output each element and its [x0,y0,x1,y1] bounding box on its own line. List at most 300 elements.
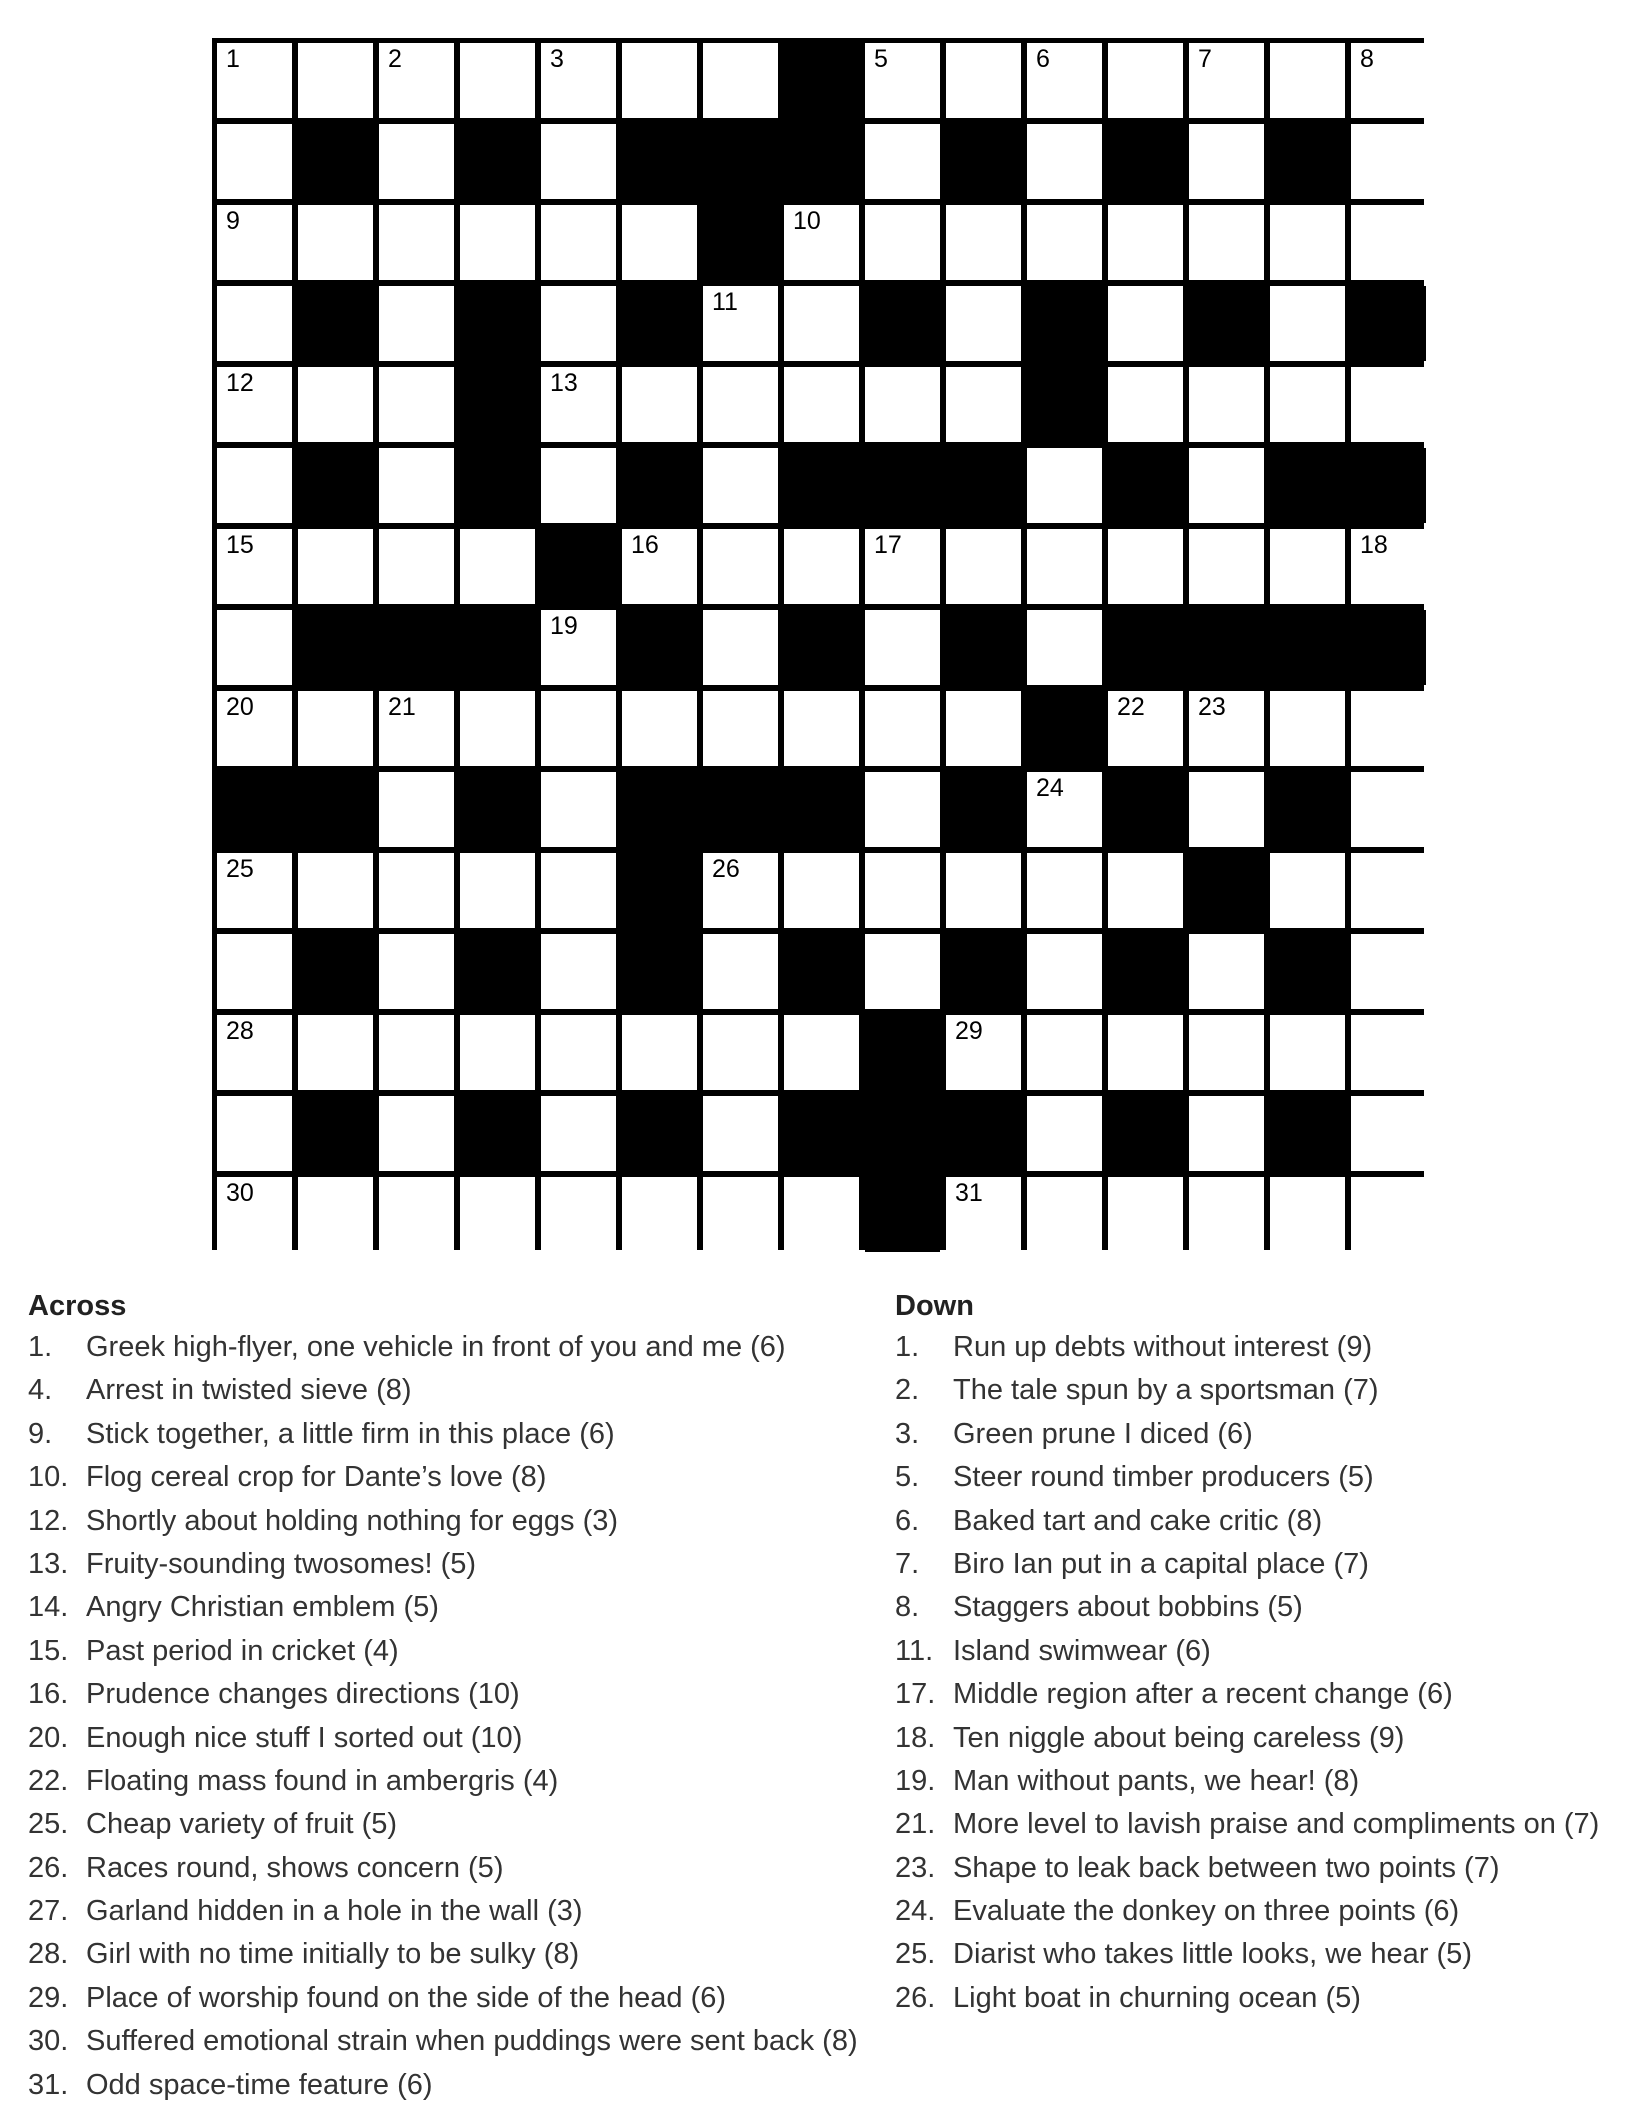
across-clue [28,1500,888,1543]
down-clue [895,1369,1635,1412]
grid-cell[interactable] [1108,1015,1183,1090]
grid-cell-black [784,934,859,1009]
grid-cell[interactable] [946,691,1021,766]
grid-cell[interactable] [946,1177,1021,1252]
grid-cell[interactable] [541,1096,616,1171]
grid-cell[interactable] [946,43,1021,118]
clue-text: Shape to leak back between two points (7) [953,1851,1500,1884]
grid-cell[interactable] [1270,691,1345,766]
clue-number: 14. [28,1591,69,1624]
grid-cell[interactable] [1027,853,1102,928]
clue-number-label: 21 [388,693,416,721]
grid-cell[interactable] [703,853,778,928]
clue-text: Run up debts without interest (9) [953,1331,1373,1363]
across-clue [28,2020,888,2063]
grid-cell[interactable] [1027,1177,1102,1252]
across-clue [28,2064,888,2107]
grid-cell[interactable] [217,529,292,604]
grid-cell[interactable] [460,205,535,280]
across-clue [28,1673,888,1716]
grid-cell-black [1108,124,1183,199]
grid-cell[interactable] [217,124,292,199]
down-clue [895,1803,1635,1846]
grid-cell[interactable] [541,124,616,199]
clue-text: Cheap variety of fruit (5) [86,1808,398,1841]
grid-cell[interactable] [1351,1015,1426,1090]
grid-cell[interactable] [1027,43,1102,118]
grid-cell[interactable] [865,205,940,280]
grid-cell[interactable] [622,43,697,118]
grid-cell[interactable] [703,43,778,118]
grid-cell[interactable] [946,853,1021,928]
grid-cell[interactable] [865,124,940,199]
clue-number-label: 13 [550,369,578,397]
across-clue [28,1803,888,1846]
grid-cell[interactable] [1027,124,1102,199]
grid-cell[interactable] [541,448,616,523]
down-clue [895,1543,1635,1586]
clue-number: 16. [28,1678,69,1711]
grid-cell[interactable] [217,448,292,523]
grid-cell[interactable] [217,286,292,361]
grid-cell-black [622,448,697,523]
grid-cell[interactable] [946,205,1021,280]
grid-cell[interactable] [865,43,940,118]
clue-number-label: 19 [550,612,578,640]
down-clue [895,1847,1635,1890]
grid-cell[interactable] [1351,772,1426,847]
grid-cell-black [622,610,697,685]
clue-number-label: 7 [1198,45,1212,73]
grid-cell[interactable] [379,367,454,442]
grid-cell-black [379,610,454,685]
grid-cell-black [622,124,697,199]
clue-text: Flog cereal crop for Dante’s love (8) [86,1461,547,1494]
grid-cell-black [865,286,940,361]
grid-cell[interactable] [379,934,454,1009]
clue-text: Island swimwear (6) [953,1634,1211,1667]
grid-cell[interactable] [1027,934,1102,1009]
grid-cell[interactable] [298,853,373,928]
grid-cell[interactable] [379,1096,454,1171]
grid-cell[interactable] [298,1015,373,1090]
down-clue [895,1890,1635,1933]
grid-cell[interactable] [622,205,697,280]
down-clue [895,1717,1635,1760]
grid-cell[interactable] [865,529,940,604]
grid-cell[interactable] [703,1015,778,1090]
clue-number: 23. [895,1851,936,1884]
grid-cell-black [946,934,1021,1009]
grid-cell[interactable] [1027,205,1102,280]
across-clue-list [28,1326,888,2107]
clue-text: Angry Christian emblem (5) [86,1591,439,1624]
grid-cell[interactable] [379,529,454,604]
grid-cell[interactable] [217,853,292,928]
grid-cell[interactable] [1270,529,1345,604]
clue-number-label: 8 [1360,45,1374,73]
grid-cell-black [298,124,373,199]
grid-cell[interactable] [460,1015,535,1090]
grid-cell[interactable] [298,691,373,766]
grid-cell[interactable] [379,853,454,928]
clue-number: 3. [895,1417,920,1450]
grid-cell[interactable] [622,1015,697,1090]
grid-cell-black [784,610,859,685]
grid-cell[interactable] [703,529,778,604]
grid-cell-black [622,853,697,928]
grid-cell-black [946,124,1021,199]
grid-cell[interactable] [946,1015,1021,1090]
grid-cell[interactable] [1189,1177,1264,1252]
grid-cell[interactable] [1189,205,1264,280]
grid-cell[interactable] [217,205,292,280]
grid-cell[interactable] [1351,205,1426,280]
grid-cell[interactable] [1108,367,1183,442]
grid-cell[interactable] [1351,1177,1426,1252]
grid-cell[interactable] [541,43,616,118]
grid-cell[interactable] [541,367,616,442]
clue-number: 24. [895,1895,936,1928]
grid-cell-black [1189,853,1264,928]
grid-cell[interactable] [379,124,454,199]
grid-cell[interactable] [1189,367,1264,442]
across-clue [28,1456,888,1499]
grid-cell[interactable] [1108,1177,1183,1252]
grid-cell-black [703,124,778,199]
clue-number: 4. [28,1374,53,1407]
grid-cell[interactable] [1189,43,1264,118]
grid-cell[interactable] [541,286,616,361]
clue-number: 18. [895,1721,936,1754]
grid-cell[interactable] [460,1177,535,1252]
grid-cell-black [1189,610,1264,685]
clue-text: The tale spun by a sportsman (7) [953,1374,1379,1407]
grid-cell[interactable] [1189,1015,1264,1090]
grid-cell[interactable] [379,1177,454,1252]
clue-number-label: 1 [226,45,240,73]
grid-cell-black [1108,448,1183,523]
grid-cell-black [622,1096,697,1171]
grid-cell[interactable] [703,367,778,442]
grid-cell-black [865,1015,940,1090]
down-clue [895,1500,1635,1543]
grid-cell-black [217,772,292,847]
grid-cell[interactable] [1108,286,1183,361]
grid-cell[interactable] [784,286,859,361]
across-clue [28,1369,888,1412]
grid-cell[interactable] [1108,853,1183,928]
grid-cell[interactable] [379,448,454,523]
grid-cell-black [946,1096,1021,1171]
grid-cell[interactable] [622,1177,697,1252]
clue-number: 13. [28,1547,69,1580]
down-clue [895,1630,1635,1673]
grid-cell[interactable] [703,286,778,361]
grid-cell[interactable] [1351,934,1426,1009]
grid-cell[interactable] [541,205,616,280]
grid-cell[interactable] [217,43,292,118]
clue-text: Races round, shows concern (5) [86,1851,504,1884]
clue-number: 25. [28,1808,69,1841]
grid-cell[interactable] [865,610,940,685]
grid-cell[interactable] [1027,772,1102,847]
grid-cell[interactable] [298,205,373,280]
grid-cell-black [865,1177,940,1252]
grid-cell[interactable] [217,1096,292,1171]
grid-cell-black [865,448,940,523]
grid-cell-black [298,610,373,685]
grid-cell-black [1270,448,1345,523]
clue-number: 25. [895,1938,936,1971]
clue-number: 9. [28,1417,53,1450]
grid-cell-black [298,772,373,847]
grid-cell[interactable] [1351,529,1426,604]
grid-cell[interactable] [1270,205,1345,280]
grid-cell-black [946,610,1021,685]
grid-cell[interactable] [379,205,454,280]
grid-cell[interactable] [379,772,454,847]
clue-number: 21. [895,1808,936,1841]
clue-text: More level to lavish praise and compliments on (7) [953,1808,1600,1841]
clue-text: Baked tart and cake critic (8) [953,1504,1323,1537]
grid-cell[interactable] [1108,43,1183,118]
grid-cell[interactable] [298,1177,373,1252]
grid-cell[interactable] [784,367,859,442]
grid-cell[interactable] [1027,610,1102,685]
grid-cell[interactable] [1189,529,1264,604]
grid-cell-black [784,772,859,847]
grid-cell[interactable] [703,448,778,523]
clue-number: 6. [895,1504,920,1537]
grid-cell[interactable] [946,367,1021,442]
grid-cell-black [460,934,535,1009]
grid-cell[interactable] [1270,43,1345,118]
across-clue [28,1977,888,2020]
clue-number-label: 11 [712,288,738,316]
grid-cell[interactable] [1270,853,1345,928]
across-clue [28,1326,888,1369]
clue-number: 12. [28,1504,69,1537]
grid-cell[interactable] [379,691,454,766]
clue-text: Man without pants, we hear! (8) [953,1764,1360,1797]
grid-cell[interactable] [217,1015,292,1090]
grid-cell-black [541,529,616,604]
clue-number: 1. [28,1331,53,1363]
across-clue [28,1847,888,1890]
down-clue [895,1977,1635,2020]
clue-number: 10. [28,1461,69,1494]
grid-cell-black [622,934,697,1009]
clue-number-label: 24 [1036,774,1064,802]
grid-cell[interactable] [1189,448,1264,523]
clue-text: Evaluate the donkey on three points (6) [953,1895,1460,1928]
grid-cell-black [1351,448,1426,523]
grid-cell[interactable] [1189,1096,1264,1171]
clue-number: 8. [895,1591,920,1624]
grid-cell[interactable] [541,1015,616,1090]
grid-cell[interactable] [379,43,454,118]
clue-text: Odd space-time feature (6) [86,2068,433,2101]
clue-text: Middle region after a recent change (6) [953,1678,1453,1711]
grid-cell-black [1108,1096,1183,1171]
grid-cell[interactable] [298,367,373,442]
grid-cell[interactable] [217,367,292,442]
grid-cell[interactable] [946,529,1021,604]
grid-cell-black [784,448,859,523]
clue-text: Fruity-sounding twosomes! (5) [86,1547,477,1580]
clue-text: Green prune I diced (6) [953,1417,1253,1450]
clue-number-label: 17 [874,531,902,559]
grid-cell[interactable] [1189,772,1264,847]
grid-cell[interactable] [1108,205,1183,280]
grid-cell[interactable] [541,610,616,685]
grid-cell[interactable] [541,1177,616,1252]
grid-cell-black [1027,367,1102,442]
grid-cell[interactable] [1027,448,1102,523]
clue-number-label: 12 [226,369,254,397]
grid-cell[interactable] [217,691,292,766]
clue-text: Diarist who takes little looks, we hear (5) [953,1938,1472,1971]
grid-cell[interactable] [217,610,292,685]
grid-cell[interactable] [1351,691,1426,766]
grid-cell[interactable] [703,610,778,685]
grid-cell[interactable] [1351,853,1426,928]
clue-text: Floating mass found in ambergris (4) [86,1764,559,1797]
grid-cell[interactable] [1189,124,1264,199]
across-clue [28,1586,888,1629]
grid-cell[interactable] [784,1177,859,1252]
grid-cell-black [1027,286,1102,361]
clue-number-label: 29 [955,1017,983,1045]
grid-cell[interactable] [865,853,940,928]
clue-text: Garland hidden in a hole in the wall (3) [86,1895,583,1928]
grid-cell[interactable] [1270,286,1345,361]
grid-cell[interactable] [217,1177,292,1252]
grid-cell[interactable] [460,691,535,766]
grid-cell[interactable] [865,772,940,847]
grid-cell[interactable] [541,853,616,928]
grid-cell[interactable] [379,286,454,361]
grid-cell[interactable] [1108,691,1183,766]
grid-cell[interactable] [784,1015,859,1090]
grid-cell[interactable] [703,934,778,1009]
clue-number-label: 15 [226,531,254,559]
grid-cell[interactable] [298,43,373,118]
clue-number-label: 30 [226,1179,254,1207]
clue-number-label: 25 [226,855,254,883]
clue-number-label: 6 [1036,45,1050,73]
down-clues [895,1286,1635,2020]
clue-text: Prudence changes directions (10) [86,1678,520,1711]
clue-text: Girl with no time initially to be sulky (8) [86,1938,580,1971]
clue-number: 22. [28,1764,69,1797]
grid-cell-black [946,772,1021,847]
grid-cell[interactable] [784,853,859,928]
grid-cell[interactable] [1189,934,1264,1009]
grid-cell[interactable] [865,691,940,766]
clue-number: 7. [895,1547,920,1580]
grid-cell-black [460,367,535,442]
grid-cell[interactable] [784,529,859,604]
down-clue [895,1933,1635,1976]
across-clue [28,1890,888,1933]
grid-cell-black [1351,610,1426,685]
clue-text: Light boat in churning ocean (5) [953,1981,1361,2014]
clue-text: Suffered emotional strain when puddings were sent back (8) [86,2025,858,2058]
grid-cell-black [622,286,697,361]
grid-cell[interactable] [703,691,778,766]
grid-cell[interactable] [703,1096,778,1171]
grid-cell[interactable] [1027,1015,1102,1090]
grid-cell[interactable] [865,934,940,1009]
grid-cell[interactable] [1351,367,1426,442]
clue-text: Steer round timber producers (5) [953,1461,1374,1494]
grid-cell[interactable] [784,205,859,280]
grid-cell[interactable] [379,1015,454,1090]
grid-cell[interactable] [622,691,697,766]
grid-cell-black [460,1096,535,1171]
grid-cell[interactable] [784,691,859,766]
grid-cell[interactable] [1108,529,1183,604]
grid-cell[interactable] [1270,1177,1345,1252]
clue-number: 31. [28,2068,69,2101]
grid-cell[interactable] [865,367,940,442]
crossword-grid [212,38,1424,1250]
grid-cell[interactable] [1189,691,1264,766]
grid-cell[interactable] [622,529,697,604]
grid-cell[interactable] [1027,529,1102,604]
across-clue [28,1413,888,1456]
grid-cell[interactable] [217,934,292,1009]
grid-cell[interactable] [1027,1096,1102,1171]
clue-number: 17. [895,1678,936,1711]
grid-cell[interactable] [541,934,616,1009]
grid-cell[interactable] [1270,367,1345,442]
across-clue [28,1760,888,1803]
clue-text: Place of worship found on the side of the head (6) [86,1981,727,2014]
grid-cell[interactable] [703,1177,778,1252]
down-clue-list [895,1326,1635,2020]
grid-cell[interactable] [541,772,616,847]
grid-cell[interactable] [460,529,535,604]
grid-cell-black [784,124,859,199]
grid-cell-black [703,205,778,280]
grid-cell[interactable] [1270,1015,1345,1090]
grid-cell[interactable] [541,691,616,766]
grid-cell-black [1027,691,1102,766]
grid-cell-black [1351,286,1426,361]
down-clue [895,1586,1635,1629]
down-clue [895,1326,1635,1369]
grid-cell-black [298,448,373,523]
grid-cell[interactable] [1351,43,1426,118]
clue-number-label: 5 [874,45,888,73]
grid-cell[interactable] [1351,124,1426,199]
grid-cell[interactable] [946,286,1021,361]
clue-number-label: 22 [1117,693,1145,721]
grid-cell[interactable] [460,43,535,118]
clue-number: 26. [895,1981,936,2014]
grid-cell[interactable] [298,529,373,604]
grid-cell[interactable] [622,367,697,442]
grid-cell[interactable] [1351,1096,1426,1171]
grid-cell-black [298,934,373,1009]
down-heading: Down [895,1290,974,1322]
grid-cell[interactable] [460,853,535,928]
clue-text: Arrest in twisted sieve (8) [86,1374,412,1407]
clue-number-label: 16 [631,531,659,559]
